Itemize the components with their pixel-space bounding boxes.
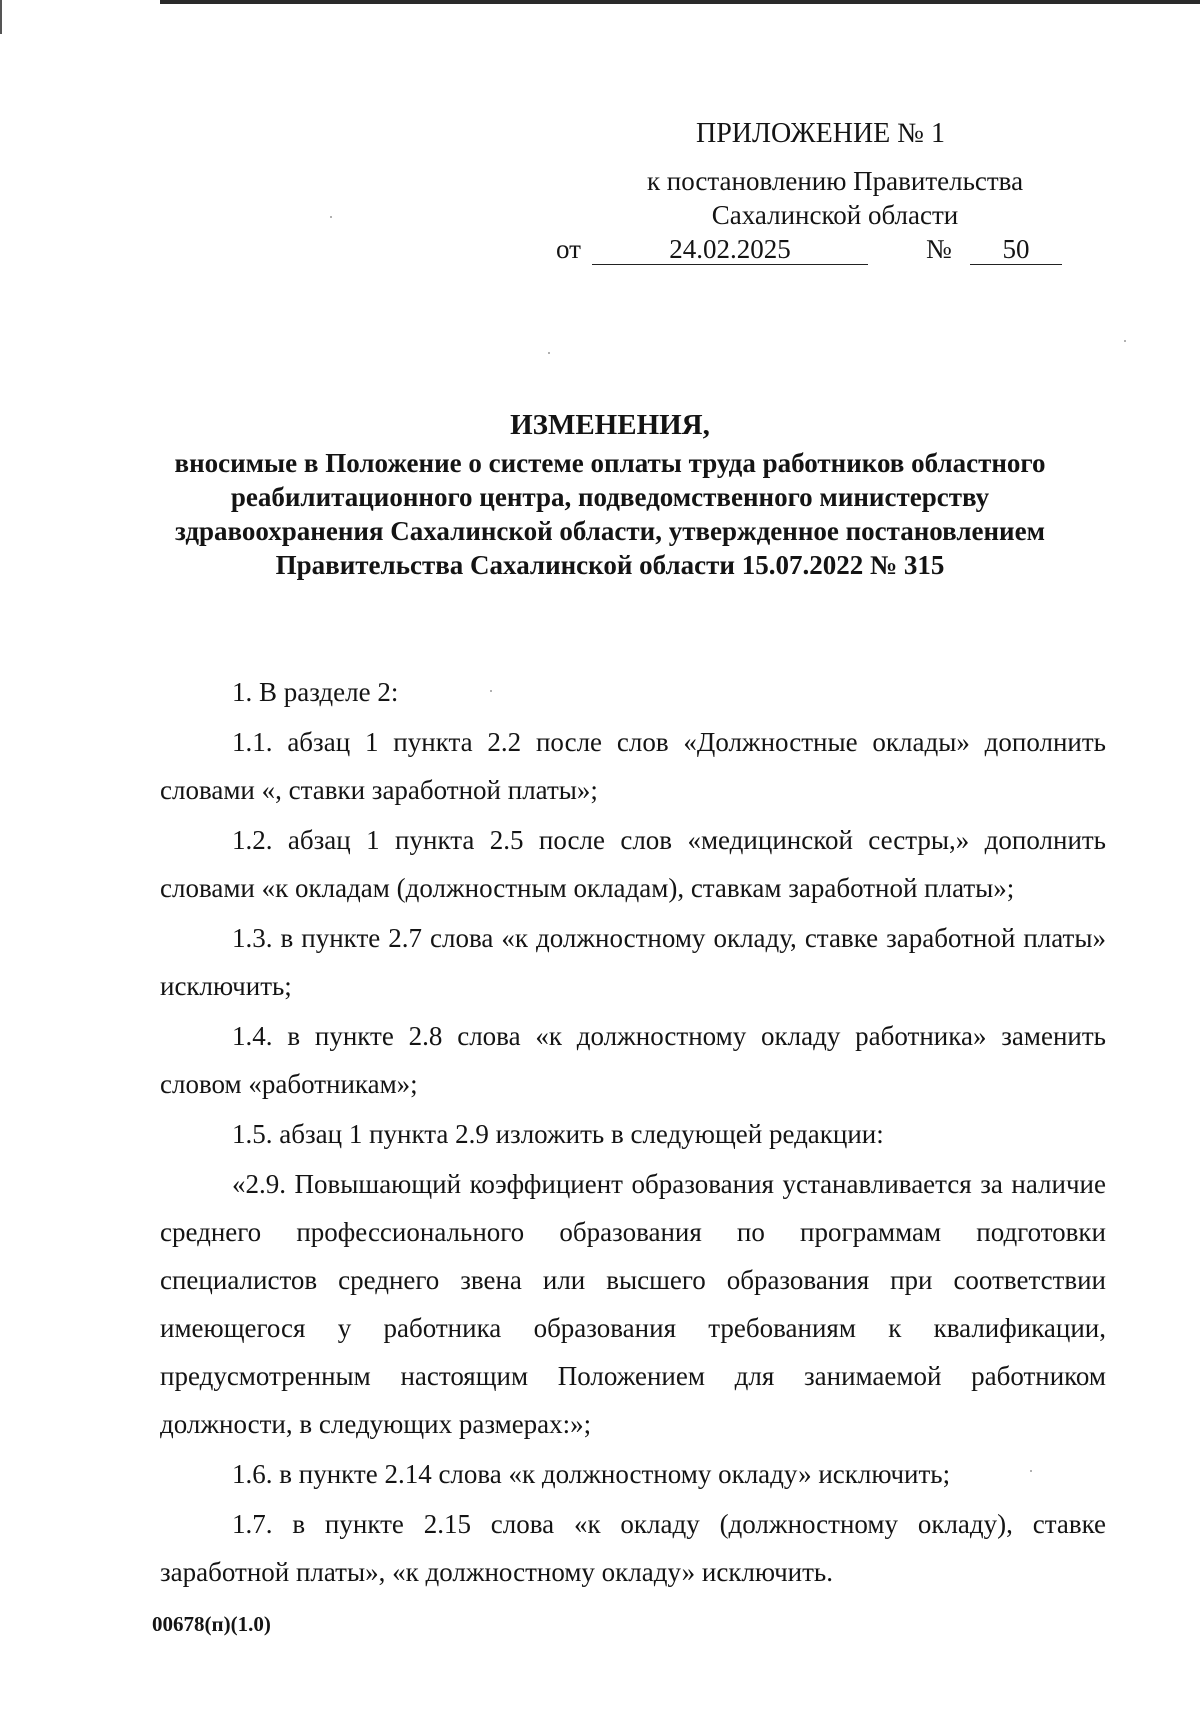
document-body [160, 668, 1106, 1596]
paragraph-1-6: 1.6. в пункте 2.14 слова «к должностному окладу» исключить; [232, 1459, 951, 1489]
paragraph-1-2: 1.2. абзац 1 пункта 2.5 после слов «медицинской сестры,» дополнить словами «к окладам (должностным окладам), ставкам заработной платы»; [160, 825, 1106, 903]
paragraph-1-3: 1.3. в пункте 2.7 слова «к должностному окладу, ставке заработной платы» исключить; [160, 923, 1106, 1001]
scan-edge-top [160, 0, 1200, 4]
date-value: 24.02.2025 [592, 234, 868, 265]
scan-speck [1124, 340, 1126, 342]
number-value: 50 [970, 234, 1062, 265]
date-number-row [556, 234, 1106, 268]
scan-speck [490, 690, 492, 692]
appendix-title: ПРИЛОЖЕНИЕ № 1 [696, 118, 945, 149]
number-prefix: № [926, 234, 952, 264]
paragraph-1-7: 1.7. в пункте 2.15 слова «к окладу (должностному окладу), ставке заработной платы», «к должностному окладу» исключить. [160, 1509, 1106, 1587]
appendix-ref-line1: к постановлению Правительства [646, 166, 1024, 196]
scan-speck [1030, 1470, 1032, 1472]
paragraph-2-9-quote: «2.9. Повышающий коэффициент образования устанавливается за наличие среднего профессионального образования по программам подготовки специалистов среднего звена или высшего образования при соответствии имеющегося у работника образования требованиям к квалификации, предусмотренным настоящим Положением для занимаемой работником должности, в следующих размерах:»; [160, 1169, 1106, 1439]
paragraph-1-1: 1.1. абзац 1 пункта 2.2 после слов «Должностные оклады» дополнить словами «, ставки заработной платы»; [160, 727, 1106, 805]
scan-speck [548, 352, 550, 354]
document-title: ИЗМЕНЕНИЯ, [510, 409, 710, 441]
document-code: 00678(п)(1.0) [152, 1612, 271, 1636]
date-prefix: от [556, 234, 581, 264]
document-subtitle: вносимые в Положение о системе оплаты труда работников областного реабилитационного центра, подведомственного министерству здравоохранения Сахалинской области, утвержденное постановлением Правительства Сахалинской области 15.07.2022 № 315 [174, 448, 1046, 580]
scan-speck [330, 216, 332, 218]
appendix-ref-line2: Сахалинской области [711, 200, 959, 230]
paragraph-1-5: 1.5. абзац 1 пункта 2.9 изложить в следующей редакции: [232, 1119, 884, 1149]
paragraph-1-4: 1.4. в пункте 2.8 слова «к должностному окладу работника» заменить словом «работникам»; [160, 1021, 1106, 1099]
scan-edge-left [0, 0, 2, 34]
paragraph-1: 1. В разделе 2: [232, 677, 399, 707]
